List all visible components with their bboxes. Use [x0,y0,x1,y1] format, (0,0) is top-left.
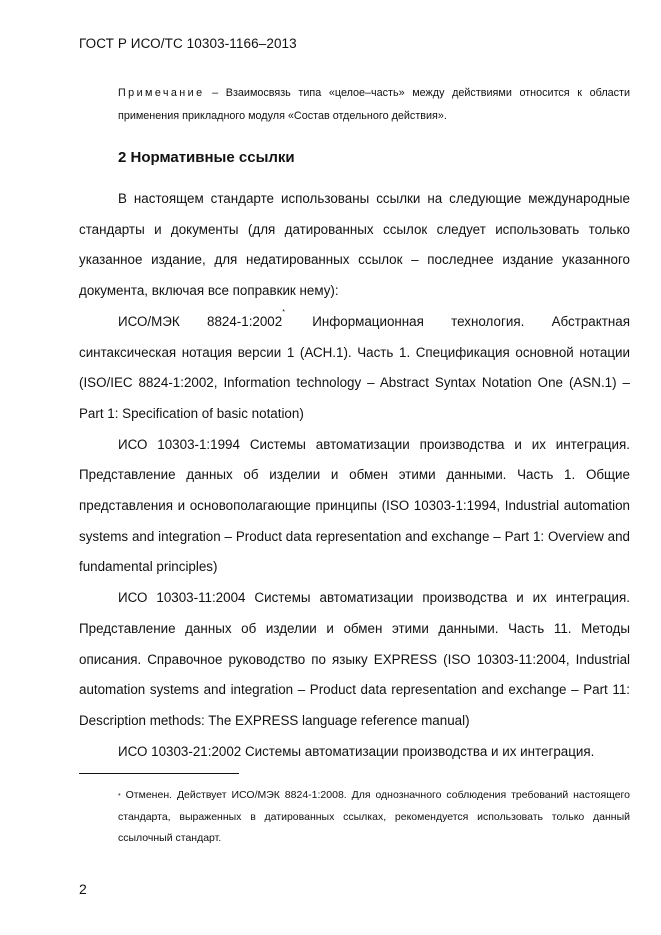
footnote-paragraph [79,785,630,850]
reference-paragraph: ИСО 10303-11:2004 Системы автоматизации производства и их интеграция. Представление данных об изделии и обмен этими данными. Часть 11. Методы описания. Справочное руководство по языку EXPRESS (ISO 10303-11:2004, Industrial automation systems and integration – Product data representation and exchange – Part 11: Description methods: The EXPRESS language reference manual) [79,590,630,728]
note-paragraph [79,82,630,128]
reference-code: ИСО/МЭК 8824-1:2002 [118,313,283,329]
footnote-text: Отменен. Действует ИСО/МЭК 8824-1:2008. Для однозначного соблюдения требований настоящего стандарта, выраженных в датированных ссылках, рекомендуется использовать только данный ссылочный стандарт. [118,789,630,844]
reference-paragraph: ИСО 10303-1:1994 Системы автоматизации производства и их интеграция. Представление данных об изделии и обмен этими данными. Часть 1. Общие представления и основополагающие принципы (ISO 10303-1:1994, Industrial automation systems and integration – Product data representation and exchange – Part 1: Overview and fundamental principles) [79,436,630,575]
reference-paragraph: ИСО 10303-21:2002 Системы автоматизации производства и их интеграция. [118,743,595,759]
section-body [79,184,630,767]
section-title: 2 Нормативные ссылки [118,149,295,166]
footnote-marker: * [282,308,285,316]
note-block [79,82,630,128]
document-header: ГОСТ Р ИСО/ТС 10303-1166–2013 [79,36,297,51]
footnote [79,785,630,850]
reference-text: Информационная технология. Абстрактная синтаксическая нотация версии 1 (АСН.1). Часть 1. Спецификация основной нотации (ISO/IEC 8824-1:2002, Information technology – Abstract Syntax Notation One (ASN.1) – Part 1: Specification of basic notation) [79,313,630,421]
intro-paragraph: В настоящем стандарте использованы ссылки на следующие международные стандарты и документы (для датированных ссылок следует использовать только указанное издание, для недатированных ссылок – последнее издание указанного документа, включая все поправкик нему): [79,191,630,299]
footnote-mark: * [118,793,121,800]
footnote-divider [79,773,239,774]
note-label: Примечание [118,87,205,99]
note-text: – Взаимосвязь типа «целое–часть» между действиями относится к области применения прикладного модуля «Состав отдельного действия». [118,87,630,122]
page-number: 2 [79,881,87,897]
reference-paragraph [79,307,630,430]
